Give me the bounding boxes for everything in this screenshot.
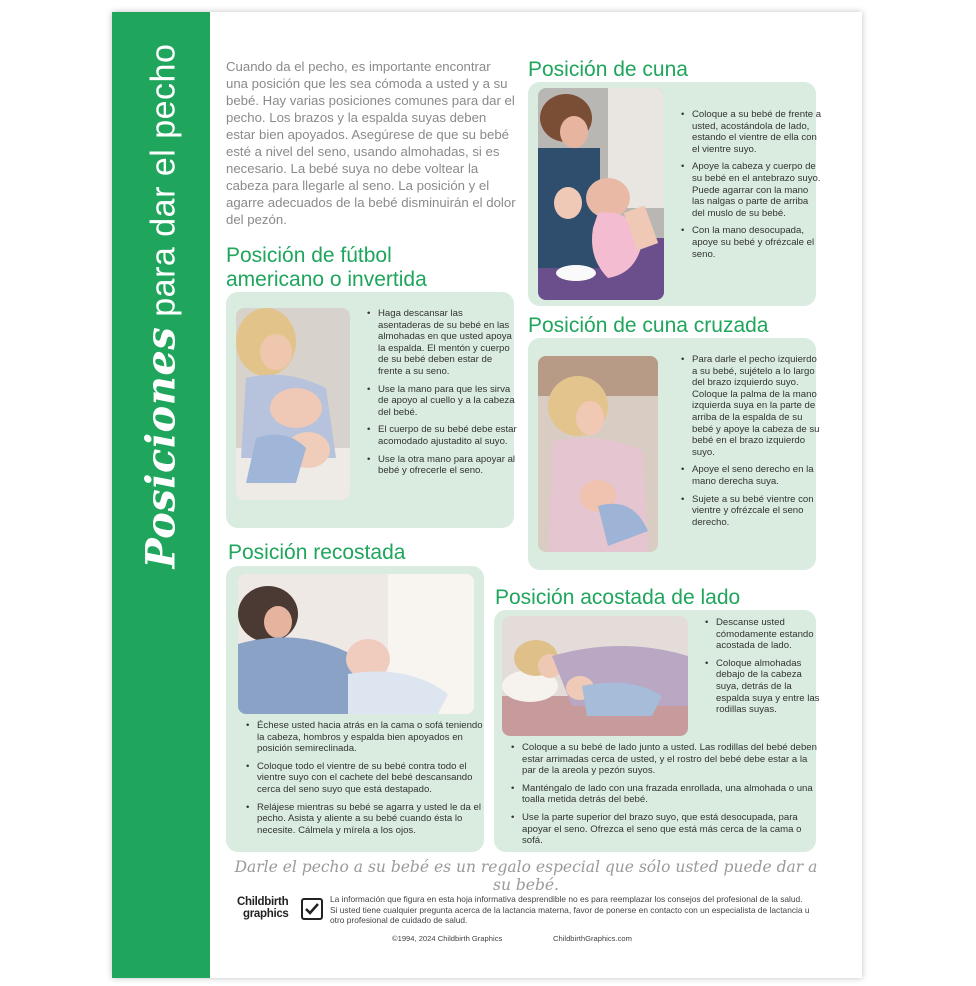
bullets-lado-bottom — [510, 742, 818, 853]
bullet-item: • El cuerpo de su bebé debe estar acomodado ajustadito al suyo. — [378, 424, 518, 447]
bullet-item: • Use la mano para que les sirva de apoyo al cuello y a la cabeza del bebé. — [378, 384, 518, 419]
bullet-item: • Relájese mientras su bebé se agarra y usted le da el pecho. Asista y aliente a su bebé cuando ésta lo necesite. Cálmela y mírela a los ojos. — [257, 802, 489, 837]
bullets-lado-side — [704, 617, 820, 722]
vertical-title — [138, 44, 185, 569]
bullet-item: • Apoye el seno derecho en la mano derecha suya. — [692, 464, 822, 487]
bullet-item: • Haga descansar las asentaderas de su bebé en las almohadas en que usted apoya la espalda. El mentón y cuerpo de su bebé deben estar de frente a su seno. — [378, 308, 518, 378]
bullet-item: • Use la otra mano para apoyar al bebé y ofrecerle el seno. — [378, 454, 518, 477]
photo-recostada — [238, 574, 474, 714]
photo-cruzada — [538, 356, 658, 552]
bullet-item: • Manténgalo de lado con una frazada enrollada, una almohada o una toalla metida detrás del bebé. — [522, 783, 818, 806]
tagline: Darle el pecho a su bebé es un regalo especial que sólo usted puede dar a su bebé. — [234, 858, 818, 894]
heading-lado: Posición acostada de lado — [495, 586, 741, 609]
website-link[interactable]: ChildbirthGraphics.com — [553, 934, 632, 943]
photo-cuna — [538, 88, 664, 300]
bullet-item: • Coloque a su bebé de frente a usted, acostándola de lado, estando el vientre de ella con el vientre suyo. — [692, 109, 822, 155]
bullet-item: • Coloque todo el vientre de su bebé contra todo el vientre suyo con el cachete del bebé descansando cerca del seno suyo que está destapado. — [257, 761, 489, 796]
bullet-item: • Coloque a su bebé de lado junto a usted. Las rodillas del bebé deben estar arrimadas cerca de usted, y el rostro del bebé debe estar a la par de la areola y pezón suyos. — [522, 742, 818, 777]
photo-lado — [502, 616, 688, 736]
heading-cruzada: Posición de cuna cruzada — [528, 314, 769, 337]
bullet-item: • Échese usted hacia atrás en la cama o sofá teniendo la cabeza, hombros y espalda bien apoyados en posición semireclinada. — [257, 720, 489, 755]
bullets-recostada — [245, 720, 489, 842]
heading-recostada: Posición recostada — [228, 541, 406, 564]
logo-line2: graphics — [243, 908, 289, 920]
heading-cuna: Posición de cuna — [528, 58, 688, 81]
title-rest: para dar el pecho — [144, 43, 183, 317]
copyright: ©1994, 2024 Childbirth Graphics — [392, 934, 503, 943]
logo-mark-icon — [301, 898, 323, 920]
bullet-item: • Para darle el pecho izquierdo a su bebé, sujételo a lo largo del brazo izquierdo suyo. Coloque la palma de la mano izquierda suya en la parte de arriba de la espalda de su bebé y apoye la cabeza de su bebé en el brazo izquierdo suyo. — [692, 354, 822, 458]
childbirth-graphics-logo — [237, 896, 323, 922]
logo-line1: Childbirth — [237, 896, 289, 908]
bullet-item: • Use la parte superior del brazo suyo, que está desocupada, para apoyar el seno. Ofrezca el seno que está más cerca de la cama o sofá. — [522, 812, 818, 847]
bullet-item: • Coloque almohadas debajo de la cabeza suya, detrás de la espalda suya y entre las rodillas suyas. — [716, 658, 820, 716]
bullet-item: • Con la mano desocupada, apoye su bebé y ofrézcale el seno. — [692, 225, 822, 260]
disclaimer: La información que figura en esta hoja informativa desprendible no es para reemplazar los consejos del profesional de la salud. Si usted tiene cualquier pregunta acerca de la lactancia materna, favor de ponerse en contacto con un especialista de lactancia u otro profesional de cuidado de salud. — [330, 894, 810, 925]
bullets-cuna — [680, 109, 822, 266]
heading-futbol-line2: americano o invertida — [226, 268, 427, 291]
bullets-cruzada — [680, 354, 822, 534]
bullet-item: • Sujete a su bebé vientre con vientre y ofrézcale el seno derecho. — [692, 494, 822, 529]
intro-paragraph: Cuando da el pecho, es importante encontrar una posición que les sea cómoda a usted y a su bebé. Hay varias posiciones comunes para dar el pecho. Los brazos y la espalda suyas deben estar bien apoyados. Asegúrese de que su bebé esté a nivel del seno, usando almohadas, si es necesario. La bebé suya no debe voltear la cabeza para llegarle al seno. La posición y el agarre adecuados de la bebé disminuirán el dolor del pezón. — [226, 59, 516, 227]
photo-futbol — [236, 308, 350, 500]
bullet-item: • Apoye la cabeza y cuerpo de su bebé en el antebrazo suyo. Puede agarrar con la mano las nalgas o parte de arriba del muslo de su bebé. — [692, 161, 822, 219]
bullet-item: • Descanse usted cómodamente estando acostada de lado. — [716, 617, 820, 652]
heading-futbol — [226, 244, 427, 292]
bullets-futbol — [366, 308, 518, 483]
heading-futbol-line1: Posición de fútbol — [226, 244, 392, 267]
title-script-word: Posiciones — [137, 326, 185, 569]
